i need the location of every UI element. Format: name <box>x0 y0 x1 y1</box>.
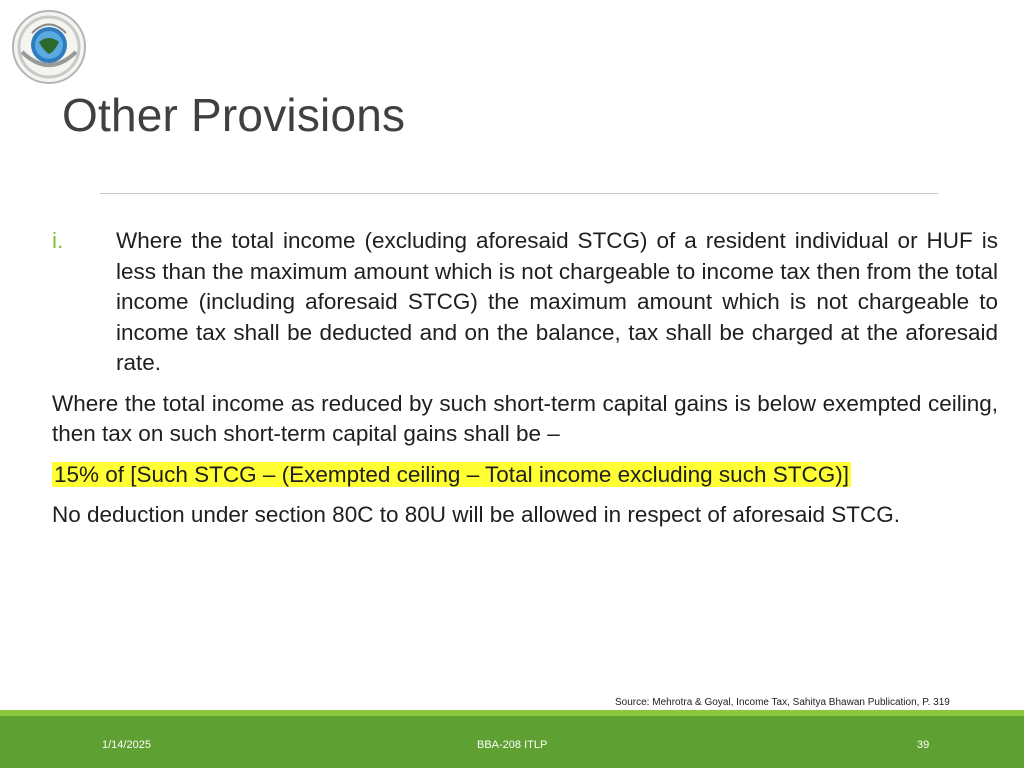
list-marker: i. <box>52 228 64 253</box>
footer-page-number: 39 <box>917 739 930 751</box>
paragraph-no-deduction: No deduction under section 80C to 80U will be allowed in respect of aforesaid STCG. <box>52 502 900 527</box>
paragraph-exempted-ceiling: Where the total income as reduced by such short-term capital gains is below exempted ceiling, then tax on such short-term capital gains shall be – <box>52 390 998 446</box>
slide-body <box>52 226 998 541</box>
title-divider <box>100 193 938 194</box>
footer-course-code: BBA-208 ITLP <box>477 739 548 751</box>
formula-line <box>52 460 998 491</box>
list-item <box>52 226 998 379</box>
institution-logo-icon <box>10 8 88 86</box>
footer-date: 1/14/2025 <box>102 739 151 751</box>
source-citation: Source: Mehrotra & Goyal, Income Tax, Sahitya Bhawan Publication, P. 319 <box>615 697 950 708</box>
slide-footer <box>0 716 1024 768</box>
highlighted-formula: 15% of [Such STCG – (Exempted ceiling – Total income excluding such STCG)] <box>54 461 849 487</box>
list-item-text: Where the total income (excluding aforesaid STCG) of a resident individual or HUF is less than the maximum amount which is not chargeable to income tax then from the total income (including aforesaid STCG) the maximum amount which is not chargeable to income tax shall be deducted and on the balance, tax shall be charged at the aforesaid rate. <box>116 228 998 375</box>
slide-title: Other Provisions <box>62 89 406 141</box>
